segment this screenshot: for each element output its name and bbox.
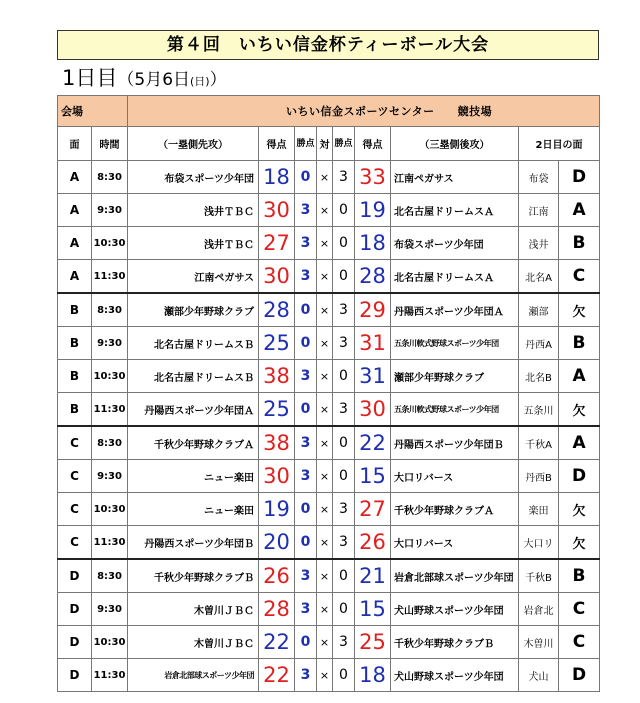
table-row	[58, 360, 600, 393]
day-of-week: (日)	[190, 75, 210, 88]
team1-name: 木曽川ＪＢＣ	[128, 626, 259, 659]
points1: 0	[295, 293, 317, 327]
match-court: C	[58, 460, 92, 493]
score2: 30	[355, 393, 391, 427]
points1: 3	[295, 227, 317, 260]
score1: 30	[259, 260, 295, 294]
points2: 3	[333, 493, 355, 526]
points2: 3	[333, 526, 355, 560]
date-prefix: （5月6日	[117, 70, 191, 90]
team1-name: 浅井ＴＢＣ	[128, 227, 259, 260]
match-court: D	[58, 626, 92, 659]
score2: 33	[355, 161, 391, 194]
score1: 25	[259, 393, 295, 427]
match-time: 9:30	[92, 194, 128, 227]
table-row	[58, 393, 600, 427]
vs-mark: ×	[317, 227, 333, 260]
score2: 15	[355, 593, 391, 626]
team1-name: 浅井ＴＢＣ	[128, 194, 259, 227]
vs-mark: ×	[317, 293, 333, 327]
team1-name: 瀬部少年野球クラブ	[128, 293, 259, 327]
referee-team: 五条川	[519, 393, 559, 427]
table-row	[58, 526, 600, 560]
score1: 38	[259, 360, 295, 393]
schedule-table	[57, 95, 600, 692]
day2-court: D	[559, 460, 600, 493]
referee-team: 瀬部	[519, 293, 559, 327]
referee-team: 江南	[519, 194, 559, 227]
score2: 29	[355, 293, 391, 327]
points2: 3	[333, 327, 355, 360]
day2-court: D	[559, 659, 600, 692]
match-time: 10:30	[92, 626, 128, 659]
referee-team: 楽田	[519, 493, 559, 526]
team2-name: 岩倉北部球スポーツ少年団	[391, 559, 519, 593]
day-heading	[62, 64, 227, 92]
match-court: B	[58, 393, 92, 427]
day2-court: C	[559, 260, 600, 294]
table-row	[58, 227, 600, 260]
referee-team: 千秋B	[519, 559, 559, 593]
score2: 27	[355, 493, 391, 526]
team1-name: 千秋少年野球クラブＢ	[128, 559, 259, 593]
referee-team: 丹西B	[519, 460, 559, 493]
header-vs: 対	[317, 127, 333, 161]
team1-name: ニュー楽田	[128, 460, 259, 493]
table-row	[58, 559, 600, 593]
match-time: 10:30	[92, 227, 128, 260]
points1: 3	[295, 559, 317, 593]
match-time: 8:30	[92, 161, 128, 194]
score1: 27	[259, 227, 295, 260]
points1: 0	[295, 626, 317, 659]
match-court: C	[58, 493, 92, 526]
referee-team: 布袋	[519, 161, 559, 194]
referee-team: 犬山	[519, 659, 559, 692]
tournament-title: 第４回 いちい信金杯ティーボール大会	[57, 30, 599, 60]
points1: 0	[295, 493, 317, 526]
table-row	[58, 161, 600, 194]
header-score1: 得点	[259, 127, 295, 161]
points2: 0	[333, 426, 355, 460]
match-court: A	[58, 260, 92, 294]
match-court: C	[58, 426, 92, 460]
score1: 28	[259, 293, 295, 327]
points2: 3	[333, 626, 355, 659]
team1-name: 木曽川ＪＢＣ	[128, 593, 259, 626]
day-label: 1日目	[62, 66, 118, 90]
match-time: 11:30	[92, 659, 128, 692]
team2-name: 千秋少年野球クラブＡ	[391, 493, 519, 526]
points2: 0	[333, 659, 355, 692]
match-court: B	[58, 327, 92, 360]
header-team2: （三塁側後攻）	[391, 127, 519, 161]
team2-name: 千秋少年野球クラブＢ	[391, 626, 519, 659]
match-court: B	[58, 360, 92, 393]
score1: 38	[259, 426, 295, 460]
score1: 28	[259, 593, 295, 626]
match-time: 9:30	[92, 593, 128, 626]
score1: 22	[259, 626, 295, 659]
match-time: 8:30	[92, 293, 128, 327]
venue-label: 会場	[58, 96, 128, 127]
match-time: 11:30	[92, 526, 128, 560]
team2-name: 五条川軟式野球スポーツ少年団	[391, 393, 519, 427]
table-row	[58, 593, 600, 626]
match-time: 11:30	[92, 393, 128, 427]
score2: 31	[355, 360, 391, 393]
vs-mark: ×	[317, 426, 333, 460]
team2-name: 瀬部少年野球クラブ	[391, 360, 519, 393]
team2-name: 北名古屋ドリームスＡ	[391, 194, 519, 227]
header-day2-court: 2日目の面	[519, 127, 600, 161]
team2-name: 犬山野球スポーツ少年団	[391, 659, 519, 692]
vs-mark: ×	[317, 327, 333, 360]
table-row	[58, 460, 600, 493]
score1: 30	[259, 460, 295, 493]
team2-name: 大口リバース	[391, 526, 519, 560]
match-court: B	[58, 293, 92, 327]
score2: 22	[355, 426, 391, 460]
referee-team: 丹西A	[519, 327, 559, 360]
score2: 15	[355, 460, 391, 493]
vs-mark: ×	[317, 626, 333, 659]
header-points2: 勝点	[333, 127, 355, 161]
points2: 0	[333, 194, 355, 227]
score2: 31	[355, 327, 391, 360]
vs-mark: ×	[317, 260, 333, 294]
day2-court: B	[559, 327, 600, 360]
team1-name: 布袋スポーツ少年団	[128, 161, 259, 194]
match-time: 10:30	[92, 360, 128, 393]
team1-name: 丹陽西スポーツ少年団Ａ	[128, 393, 259, 427]
day2-court: 欠	[559, 393, 600, 427]
referee-team: 浅井	[519, 227, 559, 260]
header-points1: 勝点	[295, 127, 317, 161]
venue-row	[58, 96, 600, 127]
match-court: A	[58, 161, 92, 194]
match-time: 8:30	[92, 559, 128, 593]
score2: 25	[355, 626, 391, 659]
day2-court: A	[559, 426, 600, 460]
match-court: D	[58, 593, 92, 626]
day2-court: B	[559, 227, 600, 260]
day2-court: 欠	[559, 526, 600, 560]
venue-name: いちい信金スポーツセンター 競技場	[128, 96, 600, 127]
header-score2: 得点	[355, 127, 391, 161]
team1-name: 北名古屋ドリームスＢ	[128, 360, 259, 393]
day2-court: C	[559, 626, 600, 659]
day2-court: 欠	[559, 293, 600, 327]
score2: 18	[355, 227, 391, 260]
score1: 19	[259, 493, 295, 526]
table-row	[58, 659, 600, 692]
team2-name: 大口リバース	[391, 460, 519, 493]
day2-court: C	[559, 593, 600, 626]
match-court: A	[58, 227, 92, 260]
day2-court: A	[559, 360, 600, 393]
points2: 3	[333, 393, 355, 427]
score2: 19	[355, 194, 391, 227]
points2: 3	[333, 293, 355, 327]
table-row	[58, 194, 600, 227]
vs-mark: ×	[317, 460, 333, 493]
table-row	[58, 327, 600, 360]
referee-team: 木曽川	[519, 626, 559, 659]
vs-mark: ×	[317, 659, 333, 692]
points2: 0	[333, 360, 355, 393]
referee-team: 千秋A	[519, 426, 559, 460]
team1-name: 北名古屋ドリームスＢ	[128, 327, 259, 360]
referee-team: 大口リ	[519, 526, 559, 560]
points1: 3	[295, 260, 317, 294]
match-court: D	[58, 559, 92, 593]
team1-name: 丹陽西スポーツ少年団Ｂ	[128, 526, 259, 560]
points1: 0	[295, 161, 317, 194]
points1: 3	[295, 460, 317, 493]
points2: 3	[333, 161, 355, 194]
day2-court: A	[559, 194, 600, 227]
team2-name: 丹陽西スポーツ少年団Ａ	[391, 293, 519, 327]
day2-court: D	[559, 161, 600, 194]
match-court: D	[58, 659, 92, 692]
vs-mark: ×	[317, 360, 333, 393]
match-court: C	[58, 526, 92, 560]
score1: 22	[259, 659, 295, 692]
match-time: 8:30	[92, 426, 128, 460]
team2-name: 犬山野球スポーツ少年団	[391, 593, 519, 626]
day2-court: 欠	[559, 493, 600, 526]
vs-mark: ×	[317, 161, 333, 194]
header-row	[58, 127, 600, 161]
points1: 3	[295, 194, 317, 227]
team2-name: 江南ペガサス	[391, 161, 519, 194]
date-suffix: ）	[209, 70, 227, 90]
points1: 3	[295, 659, 317, 692]
table-row	[58, 293, 600, 327]
team1-name: 岩倉北部球スポーツ少年団	[128, 659, 259, 692]
team1-name: 江南ペガサス	[128, 260, 259, 294]
points1: 3	[295, 360, 317, 393]
header-court: 面	[58, 127, 92, 161]
points1: 0	[295, 327, 317, 360]
points2: 0	[333, 460, 355, 493]
team2-name: 丹陽西スポーツ少年団Ｂ	[391, 426, 519, 460]
vs-mark: ×	[317, 526, 333, 560]
vs-mark: ×	[317, 194, 333, 227]
points1: 3	[295, 593, 317, 626]
points2: 0	[333, 593, 355, 626]
points2: 0	[333, 260, 355, 294]
header-time: 時間	[92, 127, 128, 161]
table-row	[58, 260, 600, 294]
points2: 0	[333, 227, 355, 260]
score1: 18	[259, 161, 295, 194]
table-row	[58, 426, 600, 460]
vs-mark: ×	[317, 559, 333, 593]
match-time: 10:30	[92, 493, 128, 526]
team2-name: 五条川軟式野球スポーツ少年団	[391, 327, 519, 360]
table-row	[58, 626, 600, 659]
match-time: 11:30	[92, 260, 128, 294]
match-time: 9:30	[92, 327, 128, 360]
score1: 25	[259, 327, 295, 360]
score2: 28	[355, 260, 391, 294]
table-row	[58, 493, 600, 526]
score2: 18	[355, 659, 391, 692]
day2-court: B	[559, 559, 600, 593]
score1: 20	[259, 526, 295, 560]
match-court: A	[58, 194, 92, 227]
score1: 26	[259, 559, 295, 593]
match-time: 9:30	[92, 460, 128, 493]
referee-team: 北名B	[519, 360, 559, 393]
points2: 0	[333, 559, 355, 593]
team1-name: ニュー楽田	[128, 493, 259, 526]
team2-name: 北名古屋ドリームスＡ	[391, 260, 519, 294]
vs-mark: ×	[317, 393, 333, 427]
referee-team: 岩倉北	[519, 593, 559, 626]
header-team1: （一塁側先攻）	[128, 127, 259, 161]
vs-mark: ×	[317, 493, 333, 526]
points1: 0	[295, 393, 317, 427]
points1: 0	[295, 526, 317, 560]
vs-mark: ×	[317, 593, 333, 626]
points1: 3	[295, 426, 317, 460]
score1: 30	[259, 194, 295, 227]
referee-team: 北名A	[519, 260, 559, 294]
score2: 26	[355, 526, 391, 560]
team1-name: 千秋少年野球クラブＡ	[128, 426, 259, 460]
score2: 21	[355, 559, 391, 593]
team2-name: 布袋スポーツ少年団	[391, 227, 519, 260]
